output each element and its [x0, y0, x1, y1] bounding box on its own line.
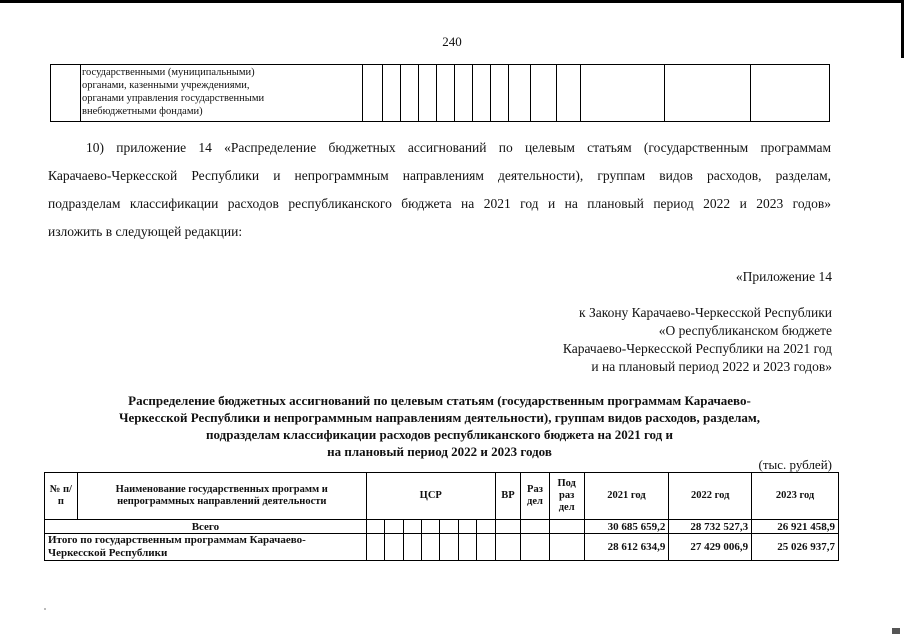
document-heading [48, 392, 831, 460]
appendix-reference [563, 304, 832, 376]
fragment-line: государственными (муниципальными) [82, 67, 255, 78]
page-number: 240 [442, 34, 462, 49]
header-2023: 2023 год [752, 473, 839, 520]
header-podrazdel: Под раз дел [549, 473, 584, 520]
appendix-line: и на плановый период 2022 и 2023 годов» [591, 359, 832, 374]
fragment-line: органами управления государственными [82, 93, 265, 104]
fragment-line: внебюджетными фондами) [82, 106, 203, 117]
value-2021: 28 612 634,9 [584, 534, 669, 561]
appendix-line: к Закону Карачаево-Черкесской Республики [579, 305, 832, 320]
fragment-line: органами, казенными учреждениями, [82, 80, 250, 91]
header-2022: 2022 год [669, 473, 752, 520]
paragraph-line: подразделам классификации расходов республиканского бюджета на 2021 год и на плановый период 2022 и 2023 годов» [48, 196, 831, 211]
header-name: Наименование государственных программ и непрограммных направлений деятельности [77, 473, 366, 520]
top-border [0, 0, 904, 3]
row-label: Итого по государственным программам Карачаево-Черкесской Республики [45, 534, 367, 561]
value-2023: 26 921 458,9 [752, 520, 839, 534]
continuation-table-fragment [50, 64, 830, 122]
appendix-line: «О республиканском бюджете [658, 323, 832, 338]
budget-table [44, 472, 839, 561]
value-2022: 27 429 006,9 [669, 534, 752, 561]
header-razdel: Раз дел [521, 473, 550, 520]
heading-line: подразделам классификации расходов республиканского бюджета на 2021 год и [206, 427, 673, 442]
value-2021: 30 685 659,2 [584, 520, 669, 534]
table-row [45, 534, 839, 561]
appendix-title: «Приложение 14 [735, 269, 832, 284]
heading-line: на плановый период 2022 и 2023 годов [327, 444, 552, 459]
units-label: (тыс. рублей) [758, 457, 832, 472]
table-row [45, 520, 839, 534]
table-header-row [45, 473, 839, 520]
header-vr: ВР [495, 473, 521, 520]
amendment-paragraph [48, 134, 831, 246]
heading-line: Распределение бюджетных ассигнований по целевым статьям (государственным программам Карачаево- [128, 393, 751, 408]
header-2021: 2021 год [584, 473, 669, 520]
paragraph-line: 10) приложение 14 «Распределение бюджетных ассигнований по целевым статьям (государственным программам [86, 140, 831, 155]
fragment-text [82, 66, 360, 118]
heading-line: Черкесской Республики и непрограммным направлениям деятельности), группам видов расходов, разделам, [118, 410, 761, 425]
paragraph-line: Карачаево-Черкесской Республики и непрограммным направлениям деятельности), группам видов расходов, разделам, [48, 168, 831, 183]
header-num: № п/п [45, 473, 78, 520]
row-label: Всего [45, 520, 367, 534]
appendix-line: Карачаево-Черкесской Республики на 2021 год [562, 341, 832, 356]
value-2023: 25 026 937,7 [752, 534, 839, 561]
scan-speck [44, 608, 46, 610]
header-csr: ЦСР [366, 473, 495, 520]
value-2022: 28 732 527,3 [669, 520, 752, 534]
scan-speck [892, 628, 900, 634]
paragraph-line: изложить в следующей редакции: [48, 224, 243, 239]
